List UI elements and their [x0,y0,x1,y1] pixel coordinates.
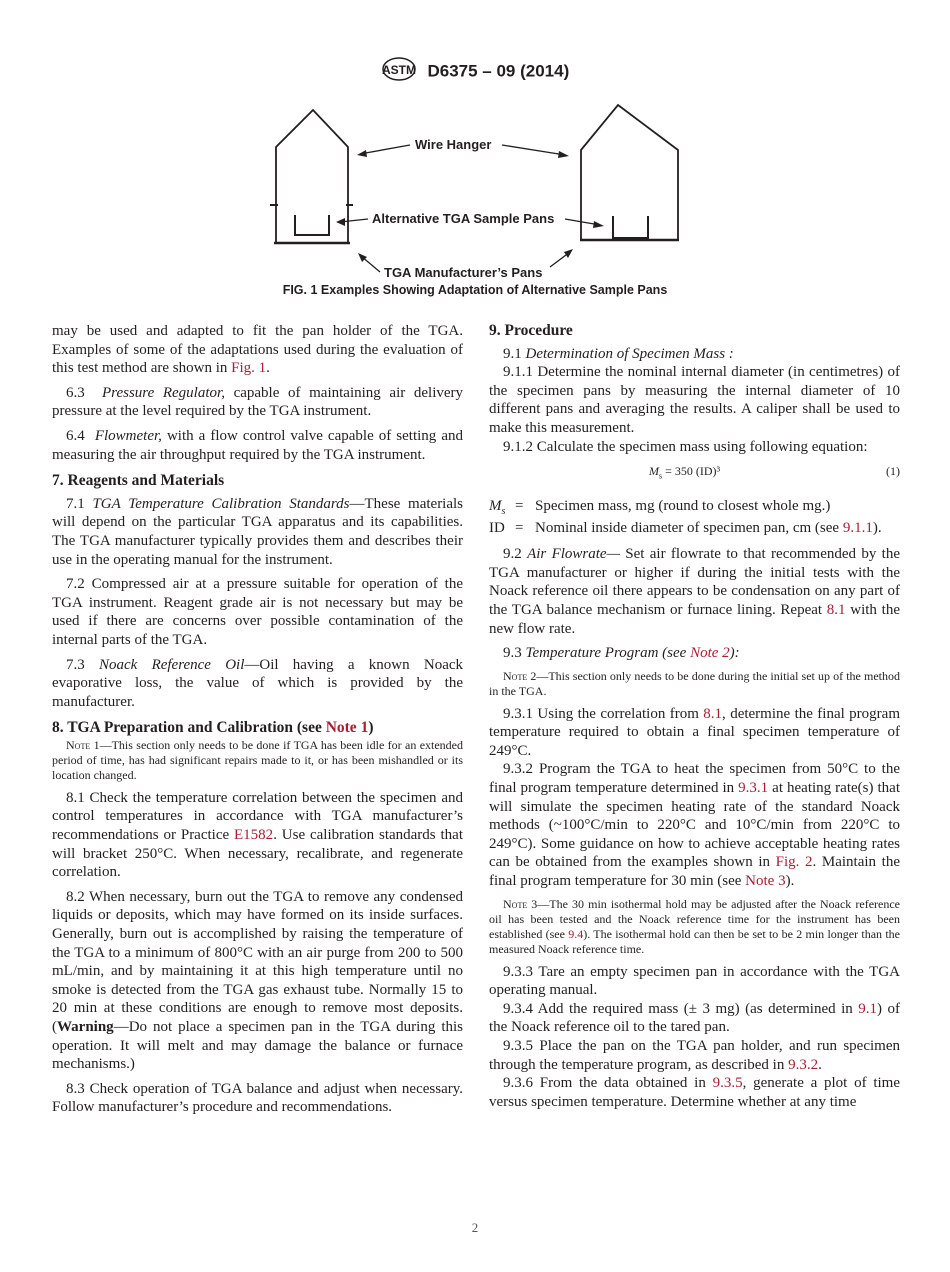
equation-definitions [489,498,900,537]
paragraph-9-3-5: 9.3.5 Place the pan on the TGA pan holder, and run specimen through the temperature program, as described in 9.3.2. [489,1038,900,1073]
paragraph-9-1: 9.1 Determination of Specimen Mass : [503,345,734,362]
page-header [0,56,950,87]
paragraph-7-3: 7.3 Noack Reference Oil—Oil having a known Noack evaporative loss, the value of which is provided by the manufacturer. [52,656,464,710]
paragraph-6-4: 6.4 Flowmeter, with a flow control valve capable of setting and measuring the air throughput required by the TGA instrument. [52,427,463,463]
section-9-heading: 9. Procedure [489,322,573,339]
link-note-2[interactable]: Note 2 [690,645,730,662]
paragraph-7-1: 7.1 TGA Temperature Calibration Standards—These materials will depend on the particular TGA apparatus and its capabilities. The TGA manufacturer typically provides them and describes their use in the operating manual for the instrument. [52,495,464,568]
definition-id: ID = Nominal inside diameter of specimen pan, cm (see 9.1.1). [489,520,882,537]
link-9-1[interactable]: 9.1 [858,1000,878,1017]
note-3: Note 3—The 30 min isothermal hold may be adjusted after the Noack reference oil has been tested and the Noack reference time for the instrument has been established (see 9.4). The isothermal hold can then be set to be 2 min longer than the measured Noack reference time. [489,896,901,956]
paragraph-9-1-2: 9.1.2 Calculate the specimen mass using following equation: [503,438,868,455]
note-1: Note 1—This section only needs to be done if TGA has been idle for an extended period of time, has had significant repairs made to it, or has been mishandled or its location changed. [52,737,464,782]
link-e1582[interactable]: E1582 [234,827,274,844]
document-designation: D6375 – 09 (2014) [427,61,570,81]
paragraph-7-2: 7.2 Compressed air at a pressure suitable for operation of the TGA instrument. Reagent grade air is not necessary but may be used if there are concerns over possible contamination of the internal parts of the TGA. [52,576,463,648]
link-fig-2[interactable]: Fig. 2 [775,854,813,871]
link-9-3-2[interactable]: 9.3.2 [788,1056,819,1073]
paragraph-9-2: 9.2 Air Flowrate— Set air flowrate to that recommended by the TGA manufacturer or higher if during the initial tests with the Noack reference oil there appears to be condensation on any part of the TGA balance mechanism or furnace lining. Repeat 8.1 with the new flow rate. [489,546,900,637]
figure-1-diagram [260,95,700,305]
label-alternative-pans: Alternative TGA Sample Pans [372,211,555,226]
paragraph-9-3-3: 9.3.3 Tare an empty specimen pan in accordance with the TGA operating manual. [489,963,900,999]
astm-logo-icon [381,56,417,87]
paragraph-8-2: 8.2 When necessary, burn out the TGA to remove any condensed liquids or deposits, which may have formed on its inside surfaces. Generally, burn out is accomplished by raising the temperature of the TGA to a minimum of 800°C with an air purge from 200 to 500 mL/min, and by maintaining it at this high temperature until no smoke is detected from the TGA gas exhaust tube. Normally 15 to 20 min at these conditions are enough to remove most deposits. (Warning—Do not place a specimen pan in the TGA during this operation. It will melt and may damage the balance or furnace mechanisms.) [52,888,463,1073]
paragraph-8-1: 8.1 Check the temperature correlation between the specimen and control temperatures in accordance with TGA manufacturer’s recommendations or Practice E1582. Use calibration standards that will bracket 250°C. When necessary, recalibrate, and regenerate correlation. [52,789,463,881]
paragraph-9-3-6: 9.3.6 From the data obtained in 9.3.5, generate a plot of time versus specimen temperature. Determine whether at any time [489,1075,900,1110]
equation-1: $M_s = 350$ (ID)³ (1) [489,462,900,486]
note-2: Note 2—This section only needs to be done during the initial set up of the method in the TGA. [489,668,900,698]
link-9-3-1[interactable]: 9.3.1 [738,780,769,797]
paragraph-9-3-4: 9.3.4 Add the required mass (± 3 mg) (as determined in 9.1) of the Noack reference oil to the tared pan. [489,1000,900,1036]
label-manufacturer-pans: TGA Manufacturer’s Pans [384,265,543,280]
section-8-heading: 8. TGA Preparation and Calibration (see Note 1) [52,719,374,737]
paragraph-9-3-1: 9.3.1 Using the correlation from 8.1, determine the final program temperature required to obtain a final specimen temperature of 249°C. [489,705,900,759]
paragraph-9-3-2: 9.3.2 Program the TGA to heat the specimen from 50°C to the final program temperature determined in 9.3.1 at heating rate(s) that will simulate the specimen heating rate of the standard Noack methods (~100°C/min to 220°C and 10°C/min from 220°C to 249°C). Some guidance on how to achieve acceptable heating rates can be obtained from the examples shown in Fig. 2. Maintain the final program temperature for 30 min (see Note 3). [489,761,901,890]
link-9-4[interactable]: 9.4 [568,926,584,941]
definition-ms: $M_s$ = Specimen mass, mg (round to closest whole mg.) [489,498,831,518]
paragraph-9-3: 9.3 Temperature Program (see Note 2): [503,645,740,662]
left-column [52,322,463,1123]
link-9-3-5[interactable]: 9.3.5 [712,1075,743,1092]
section-7-heading: 7. Reagents and Materials [52,472,225,490]
link-9-1-1[interactable]: 9.1.1 [842,520,873,537]
link-8-1[interactable]: 8.1 [826,601,846,618]
svg-text:ASTM: ASTM [381,63,416,77]
page-number: 2 [471,1220,479,1235]
paragraph-6-2-continued: may be used and adapted to fit the pan holder of the TGA. Examples of some of the adaptations used during the evaluation of this test method are shown in Fig. 1. [52,323,463,377]
link-8-1-b[interactable]: 8.1 [703,705,723,722]
paragraph-6-3: 6.3 Pressure Regulator, capable of maintaining air delivery pressure at the level required by the TGA instrument. [52,384,464,420]
link-fig-1[interactable]: Fig. 1 [231,360,267,377]
link-note-3[interactable]: Note 3 [745,873,786,890]
label-wire-hanger: Wire Hanger [415,137,492,152]
link-note-1[interactable]: Note 1 [325,719,369,737]
figure-caption: FIG. 1 Examples Showing Adaptation of Alternative Sample Pans [282,283,668,297]
paragraph-8-3: 8.3 Check operation of TGA balance and adjust when necessary. Follow manufacturer’s procedure and recommendations. [52,1080,463,1116]
paragraph-9-1-1: 9.1.1 Determine the nominal internal diameter (in centimetres) of the specimen pans by measuring the internal diameter of 10 different pans and averaging the results. A caliper shall be used to make this measurement. [489,364,900,436]
right-column [489,322,900,1111]
equation-number: (1) [886,464,900,479]
